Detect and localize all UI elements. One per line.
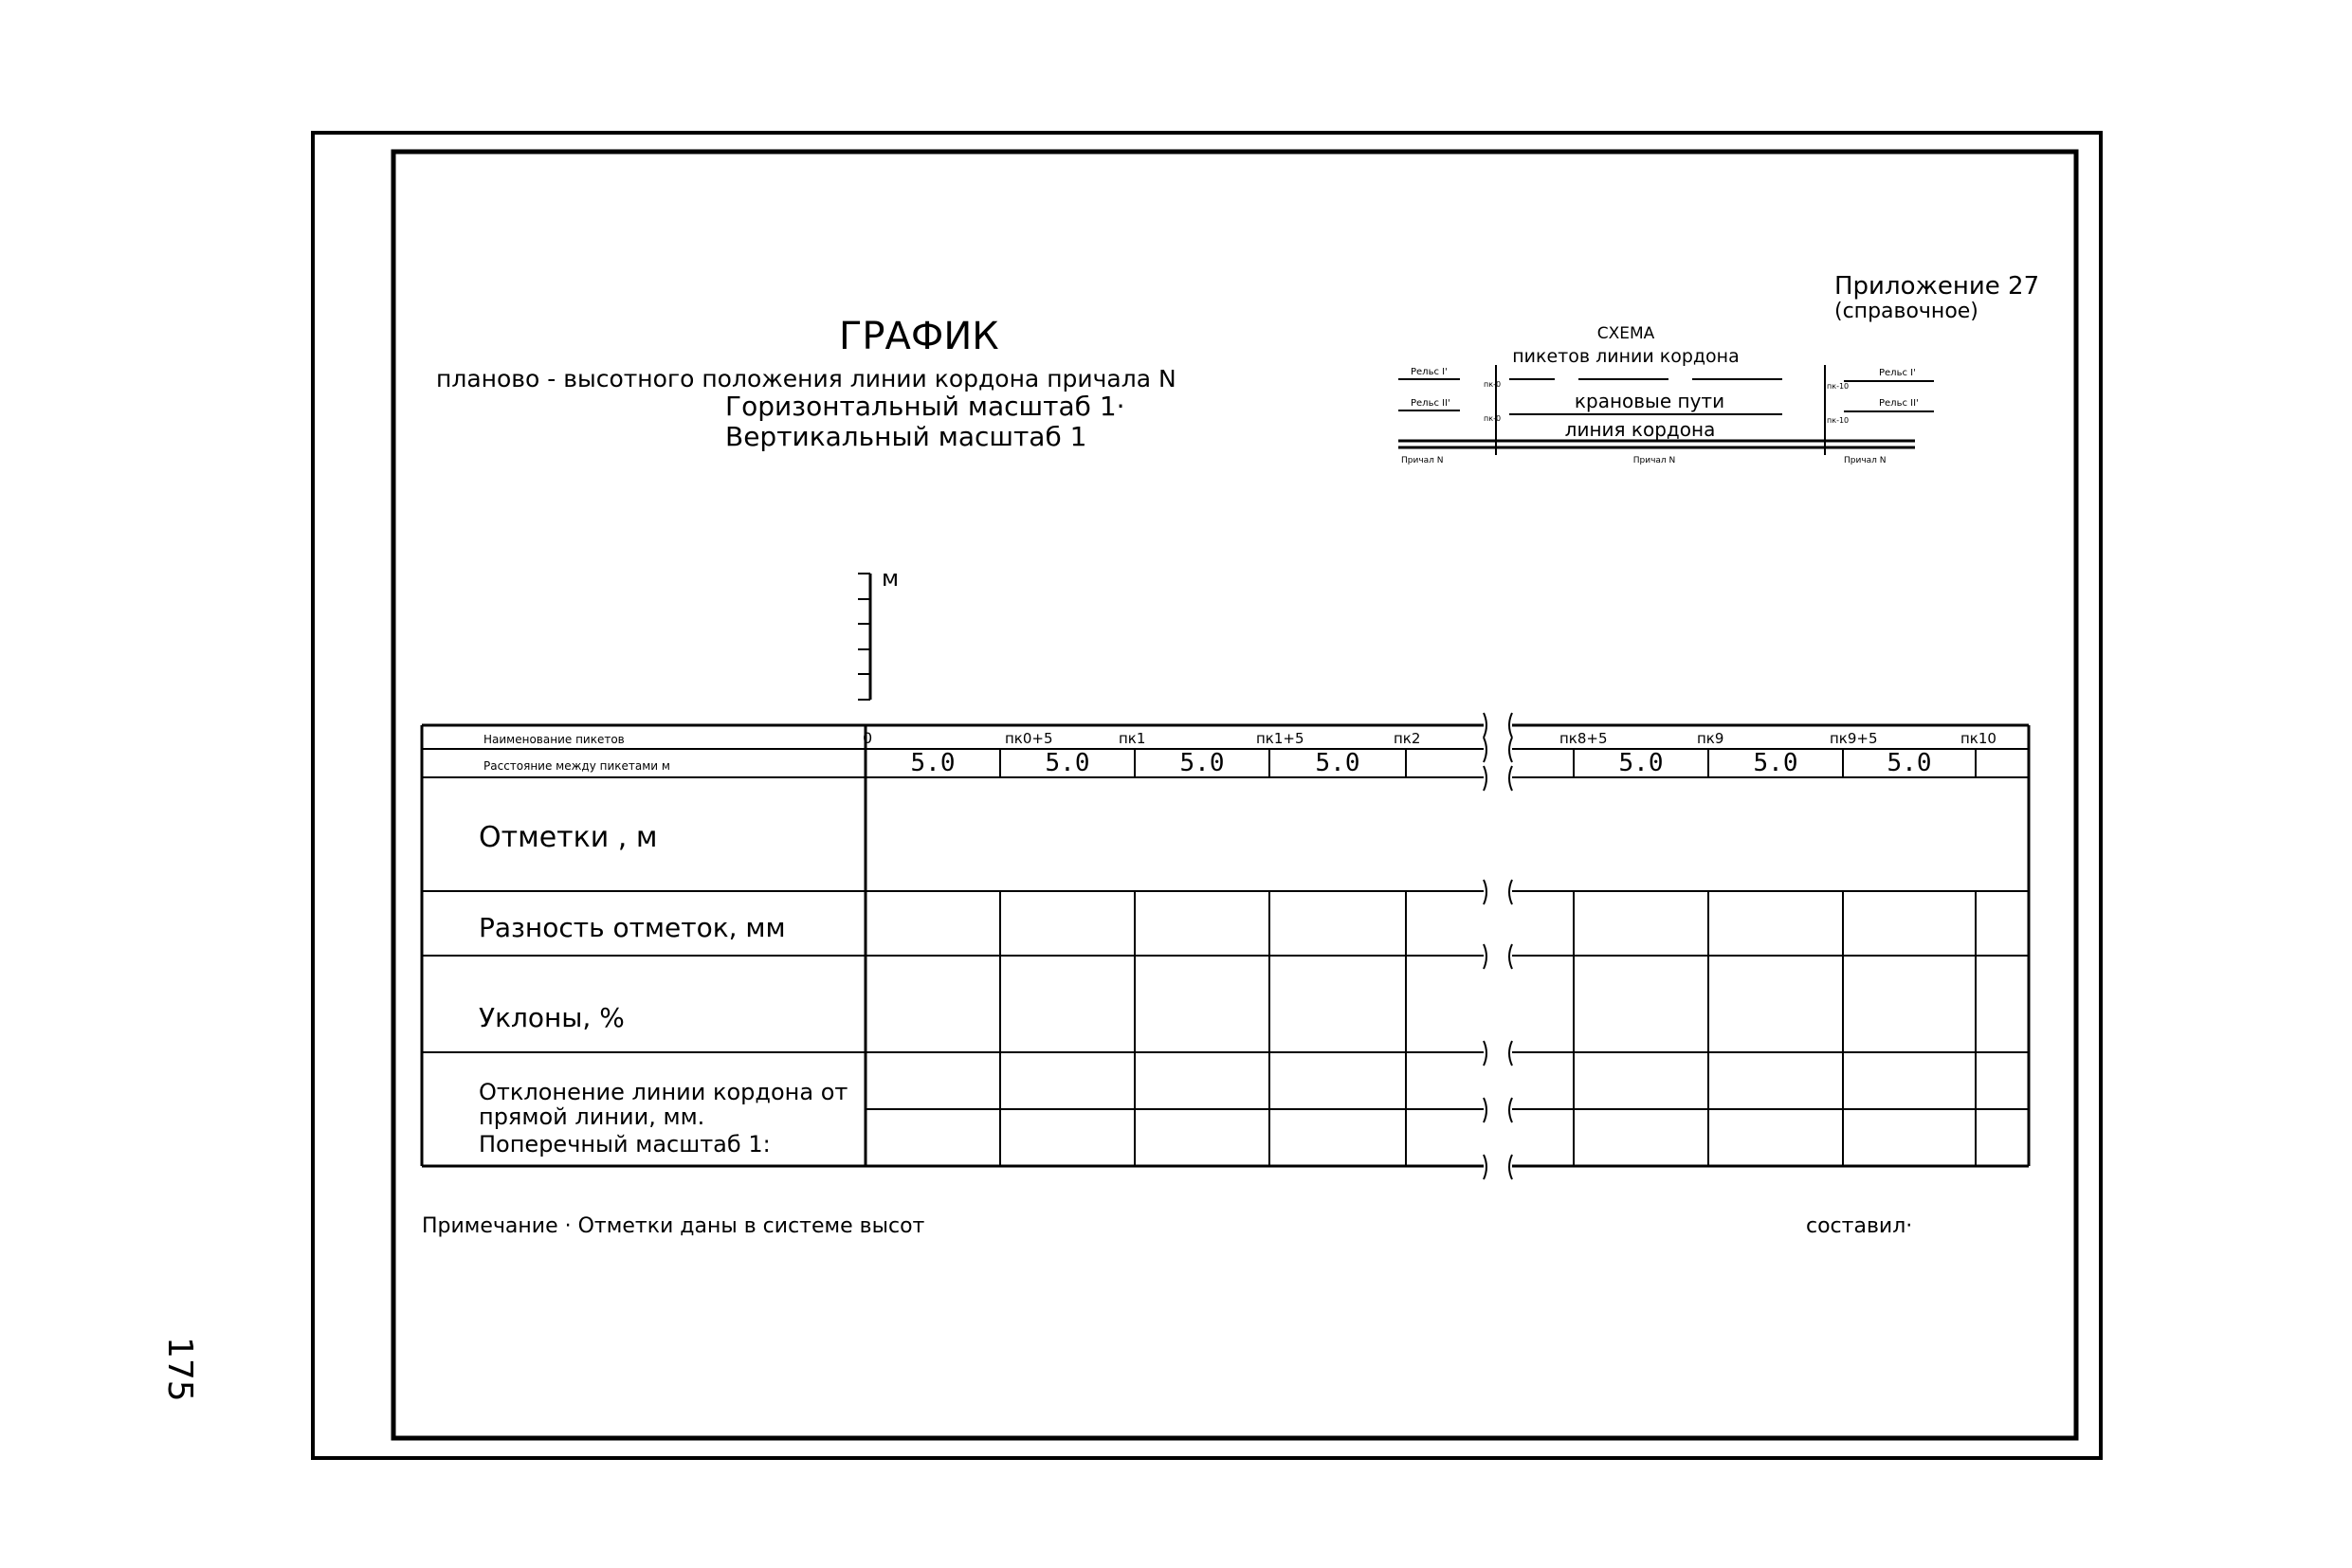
- picket-name: пк9+5: [1830, 730, 1878, 747]
- picket-name: пк1+5: [1256, 730, 1304, 747]
- berth-left-label: Причал N: [1401, 456, 1444, 465]
- page-title: ГРАФИК: [839, 315, 999, 358]
- scheme-title: СХЕМА: [1596, 324, 1655, 343]
- distance-value: 5.0: [910, 749, 956, 777]
- vertical-scale-bar: [858, 565, 899, 700]
- picket-name: пк0+5: [1005, 730, 1053, 747]
- row-label-elevation-difference: Разность отметок, мм: [479, 912, 786, 943]
- scheme-subtitle: пикетов линии кордона: [1512, 346, 1740, 367]
- pk0-top-label: пк-0: [1484, 380, 1502, 389]
- picket-name: пк8+5: [1559, 730, 1608, 747]
- inner-frame: [393, 152, 2076, 1438]
- distance-value: 5.0: [1618, 749, 1664, 777]
- distance-value: 5.0: [1753, 749, 1798, 777]
- rail-1-left-label: Рельс I': [1411, 367, 1448, 377]
- distance-value: 5.0: [1887, 749, 1932, 777]
- profile-table: [422, 713, 2029, 1179]
- picket-name: пк10: [1960, 730, 1996, 747]
- appendix-note: (справочное): [1834, 300, 1978, 323]
- horizontal-scale: Горизонтальный масштаб 1·: [725, 391, 1125, 422]
- row-label-distance: Расстояние между пикетами м: [483, 759, 670, 773]
- pk10-bottom-label: пк-10: [1827, 416, 1850, 425]
- outer-frame: [313, 133, 2101, 1458]
- distance-value: 5.0: [1045, 749, 1090, 777]
- berth-center-label: Причал N: [1632, 456, 1676, 465]
- compiled-by: составил·: [1806, 1214, 1913, 1238]
- rail-1-right-label: Рельс I': [1879, 368, 1916, 378]
- pk0-bottom-label: пк-0: [1484, 414, 1502, 423]
- row-label-cross-scale: Поперечный масштаб 1:: [479, 1131, 771, 1158]
- rail-2-right-label: Рельс II': [1879, 398, 1919, 409]
- distance-value: 5.0: [1179, 749, 1225, 777]
- picket-name: пк1: [1119, 730, 1146, 747]
- pk10-top-label: пк-10: [1827, 382, 1850, 391]
- appendix-label: Приложение 27: [1834, 272, 2040, 301]
- kordon-line-label: линия кордона: [1564, 418, 1716, 441]
- crane-tracks-label: крановые пути: [1574, 390, 1725, 412]
- picket-name: пк9: [1697, 730, 1724, 747]
- berth-right-label: Причал N: [1844, 456, 1887, 465]
- row-label-elevations: Отметки , м: [479, 821, 658, 854]
- note-text: Примечание · Отметки даны в системе высот: [422, 1214, 925, 1238]
- picket-name: 0: [863, 729, 873, 747]
- row-label-deviation-line1: Отклонение линии кордона от: [479, 1079, 848, 1105]
- vertical-scale: Вертикальный масштаб 1: [725, 421, 1087, 452]
- row-label-slopes: Уклоны, %: [479, 1002, 625, 1033]
- page-number: 175: [160, 1337, 199, 1402]
- row-label-deviation-line2: прямой линии, мм.: [479, 1103, 705, 1130]
- picket-scheme: [1398, 324, 1934, 465]
- scale-bar-unit: м: [882, 565, 900, 592]
- picket-name: пк2: [1394, 730, 1421, 747]
- title-subtitle: планово - высотного положения линии кордона причала N: [436, 365, 1176, 392]
- distance-value: 5.0: [1315, 749, 1360, 777]
- row-label-picket-names: Наименование пикетов: [483, 733, 625, 746]
- rail-2-left-label: Рельс II': [1411, 398, 1450, 409]
